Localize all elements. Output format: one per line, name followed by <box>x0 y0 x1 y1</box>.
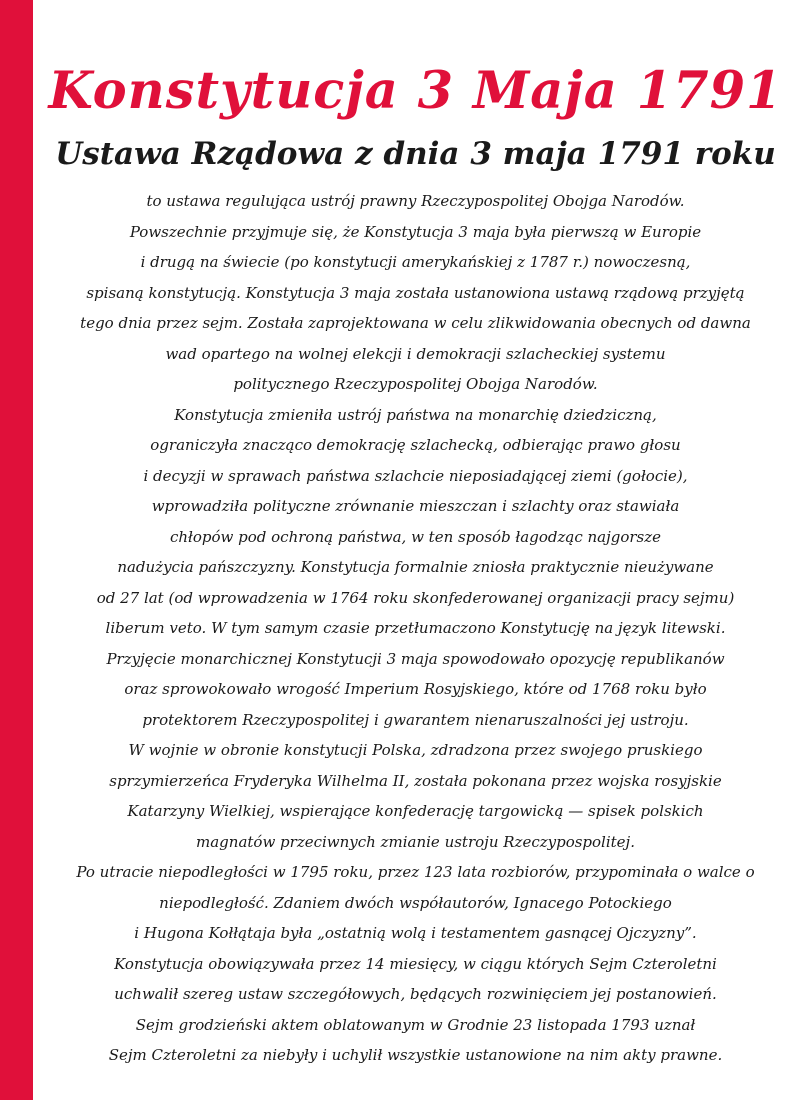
body-line: tego dnia przez sejm. Została zaprojektowana w celu zlikwidowania obecnych od dawna <box>80 314 751 332</box>
body-line: i drugą na świecie (po konstytucji amerykańskiej z 1787 r.) nowoczesną, <box>140 253 691 271</box>
body-line: Po utracie niepodległości w 1795 roku, przez 123 lata rozbiorów, przypominała o walce o <box>76 863 755 881</box>
body-line: Konstytucja obowiązywała przez 14 miesięcy, w ciągu których Sejm Czteroletni <box>114 954 717 973</box>
body-line: Sejm Czteroletni za niebyły i uchylił wszystkie ustanowione na nim akty prawne. <box>108 1046 723 1064</box>
body-line: to ustawa regulująca ustrój prawny Rzeczypospolitej Obojga Narodów. <box>146 192 685 210</box>
document-title: Konstytucja 3 Maja 1791 <box>48 61 783 122</box>
body-line: i decyzji w sprawach państwa szlachcie nieposiadającej ziemi (gołocie), <box>143 466 688 485</box>
body-line: W wojnie w obronie konstytucji Polska, zdradzona przez swojego pruskiego <box>128 741 703 759</box>
body-line: nadużycia pańszczyzny. Konstytucja formalnie zniosła praktycznie nieużywane <box>117 558 714 576</box>
body-text <box>44 186 787 1071</box>
body-line: wprowadziła polityczne zrównanie mieszczan i szlachty oraz stawiała <box>151 497 680 515</box>
document-subtitle: Ustawa Rządowa z dnia 3 maja 1791 roku <box>55 135 776 172</box>
red-side-band <box>0 0 33 1100</box>
body-line: Przyjęcie monarchicznej Konstytucji 3 maja spowodowało opozycję republikanów <box>106 649 725 668</box>
body-line: oraz sprowokowało wrogość Imperium Rosyjskiego, które od 1768 roku było <box>124 680 707 698</box>
body-line: ograniczyła znacząco demokrację szlachecką, odbierając prawo głosu <box>150 436 681 454</box>
body-line: Konstytucja zmieniła ustrój państwa na monarchię dziedziczną, <box>174 405 657 424</box>
document-page <box>44 0 787 1100</box>
body-line: Katarzyny Wielkiej, wspierające konfederację targowicką — spisek polskich <box>127 802 704 820</box>
body-line: Sejm grodzieński aktem oblatowanym w Grodnie 23 listopada 1793 uznał <box>135 1015 696 1034</box>
body-line: spisaną konstytucją. Konstytucja 3 maja została ustanowiona ustawą rządową przyjętą <box>86 283 745 302</box>
body-line: Powszechnie przyjmuje się, że Konstytucja 3 maja była pierwszą w Europie <box>129 222 702 241</box>
body-line: niepodległość. Zdaniem dwóch współautorów, Ignacego Potockiego <box>159 893 672 912</box>
body-line: magnatów przeciwnych zmianie ustroju Rzeczypospolitej. <box>196 832 635 851</box>
body-line: protektorem Rzeczypospolitej i gwarantem nienaruszalności jej ustroju. <box>142 710 689 729</box>
body-line: wad opartego na wolnej elekcji i demokracji szlacheckiej systemu <box>165 344 666 363</box>
body-line: liberum veto. W tym samym czasie przetłumaczono Konstytucję na język litewski. <box>105 619 726 637</box>
body-line: od 27 lat (od wprowadzenia w 1764 roku skonfederowanej organizacji pracy sejmu) <box>96 588 735 607</box>
body-line: politycznego Rzeczypospolitej Obojga Narodów. <box>233 375 598 393</box>
body-line: sprzymierzeńca Fryderyka Wilhelma II, została pokonana przez wojska rosyjskie <box>109 771 722 790</box>
body-line: chłopów pod ochroną państwa, w ten sposób łagodząc najgorsze <box>169 527 662 546</box>
body-line: i Hugona Kołłątaja była „ostatnią wolą i testamentem gasnącej Ojczyzny”. <box>134 924 697 942</box>
body-line: uchwalił szereg ustaw szczegółowych, będących rozwinięciem jej postanowień. <box>114 985 717 1003</box>
